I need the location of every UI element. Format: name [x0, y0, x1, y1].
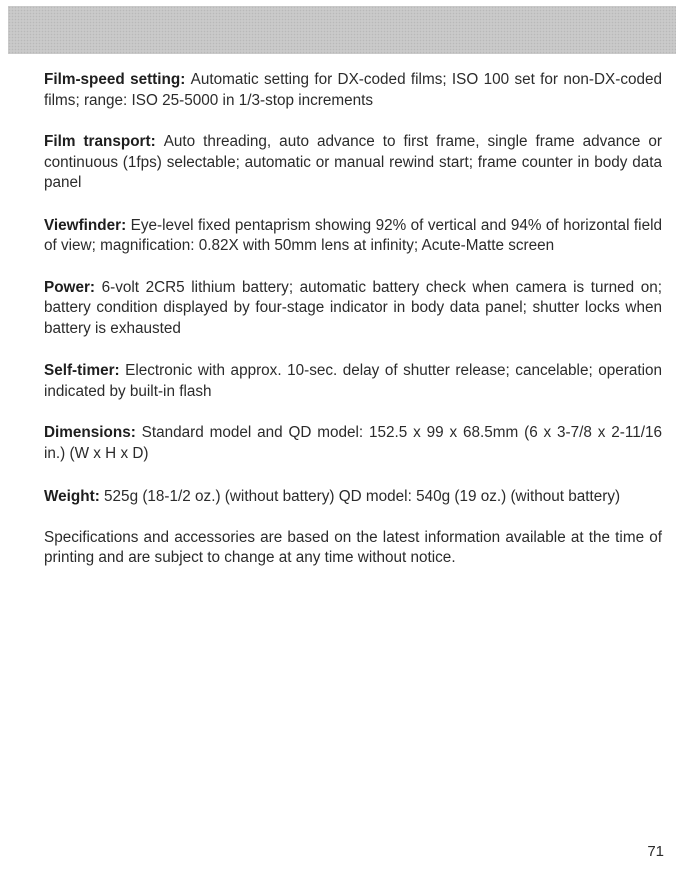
spec-weight — [44, 487, 662, 508]
spec-dimensions — [44, 423, 662, 464]
disclaimer-text: Specifications and accessories are based on the latest information available at the time of printing and are subject to change at any time without notice. — [44, 528, 662, 566]
spec-viewfinder — [44, 216, 662, 257]
spec-text: Electronic with approx. 10-sec. delay of shutter release; cancelable; operation indicated by built-in flash — [44, 362, 662, 400]
header-band — [8, 6, 676, 54]
spec-self-timer — [44, 361, 662, 402]
specifications-content — [44, 70, 662, 569]
spec-label: Film-speed setting: — [44, 71, 186, 88]
spec-text: Standard model and QD model: 152.5 x 99 x 68.5mm (6 x 3-7/8 x 2-11/16 in.) (W x H x D) — [44, 424, 662, 462]
spec-film-transport — [44, 132, 662, 194]
spec-label: Dimensions: — [44, 424, 136, 441]
spec-text: Automatic setting for DX-coded films; ISO 100 set for non-DX-coded films; range: ISO 25-5000 in 1/3-stop increments — [44, 71, 662, 109]
spec-text: Eye-level fixed pentaprism showing 92% of vertical and 94% of horizontal field of view; magnification: 0.82X with 50mm lens at infinity; Acute-Matte screen — [44, 216, 662, 254]
spec-text: 525g (18-1/2 oz.) (without battery) QD model: 540g (19 oz.) (without battery) — [104, 488, 621, 505]
spec-label: Film transport: — [44, 133, 156, 150]
spec-label: Power: — [44, 278, 95, 296]
spec-power — [44, 278, 662, 340]
spec-label: Viewfinder: — [44, 216, 127, 234]
spec-text: 6-volt 2CR5 lithium battery; automatic battery check when camera is turned on; battery condition displayed by four-stage indicator in body data panel; shutter locks when battery is exhausted — [44, 278, 663, 337]
spec-film-speed — [44, 70, 662, 111]
spec-label: Self-timer: — [44, 362, 120, 379]
spec-label: Weight: — [44, 488, 100, 505]
spec-text: Auto threading, auto advance to first frame, single frame advance or continuous (1fps) selectable; automatic or manual rewind start; frame counter in body data panel — [44, 133, 662, 191]
page-number: 71 — [647, 843, 664, 860]
